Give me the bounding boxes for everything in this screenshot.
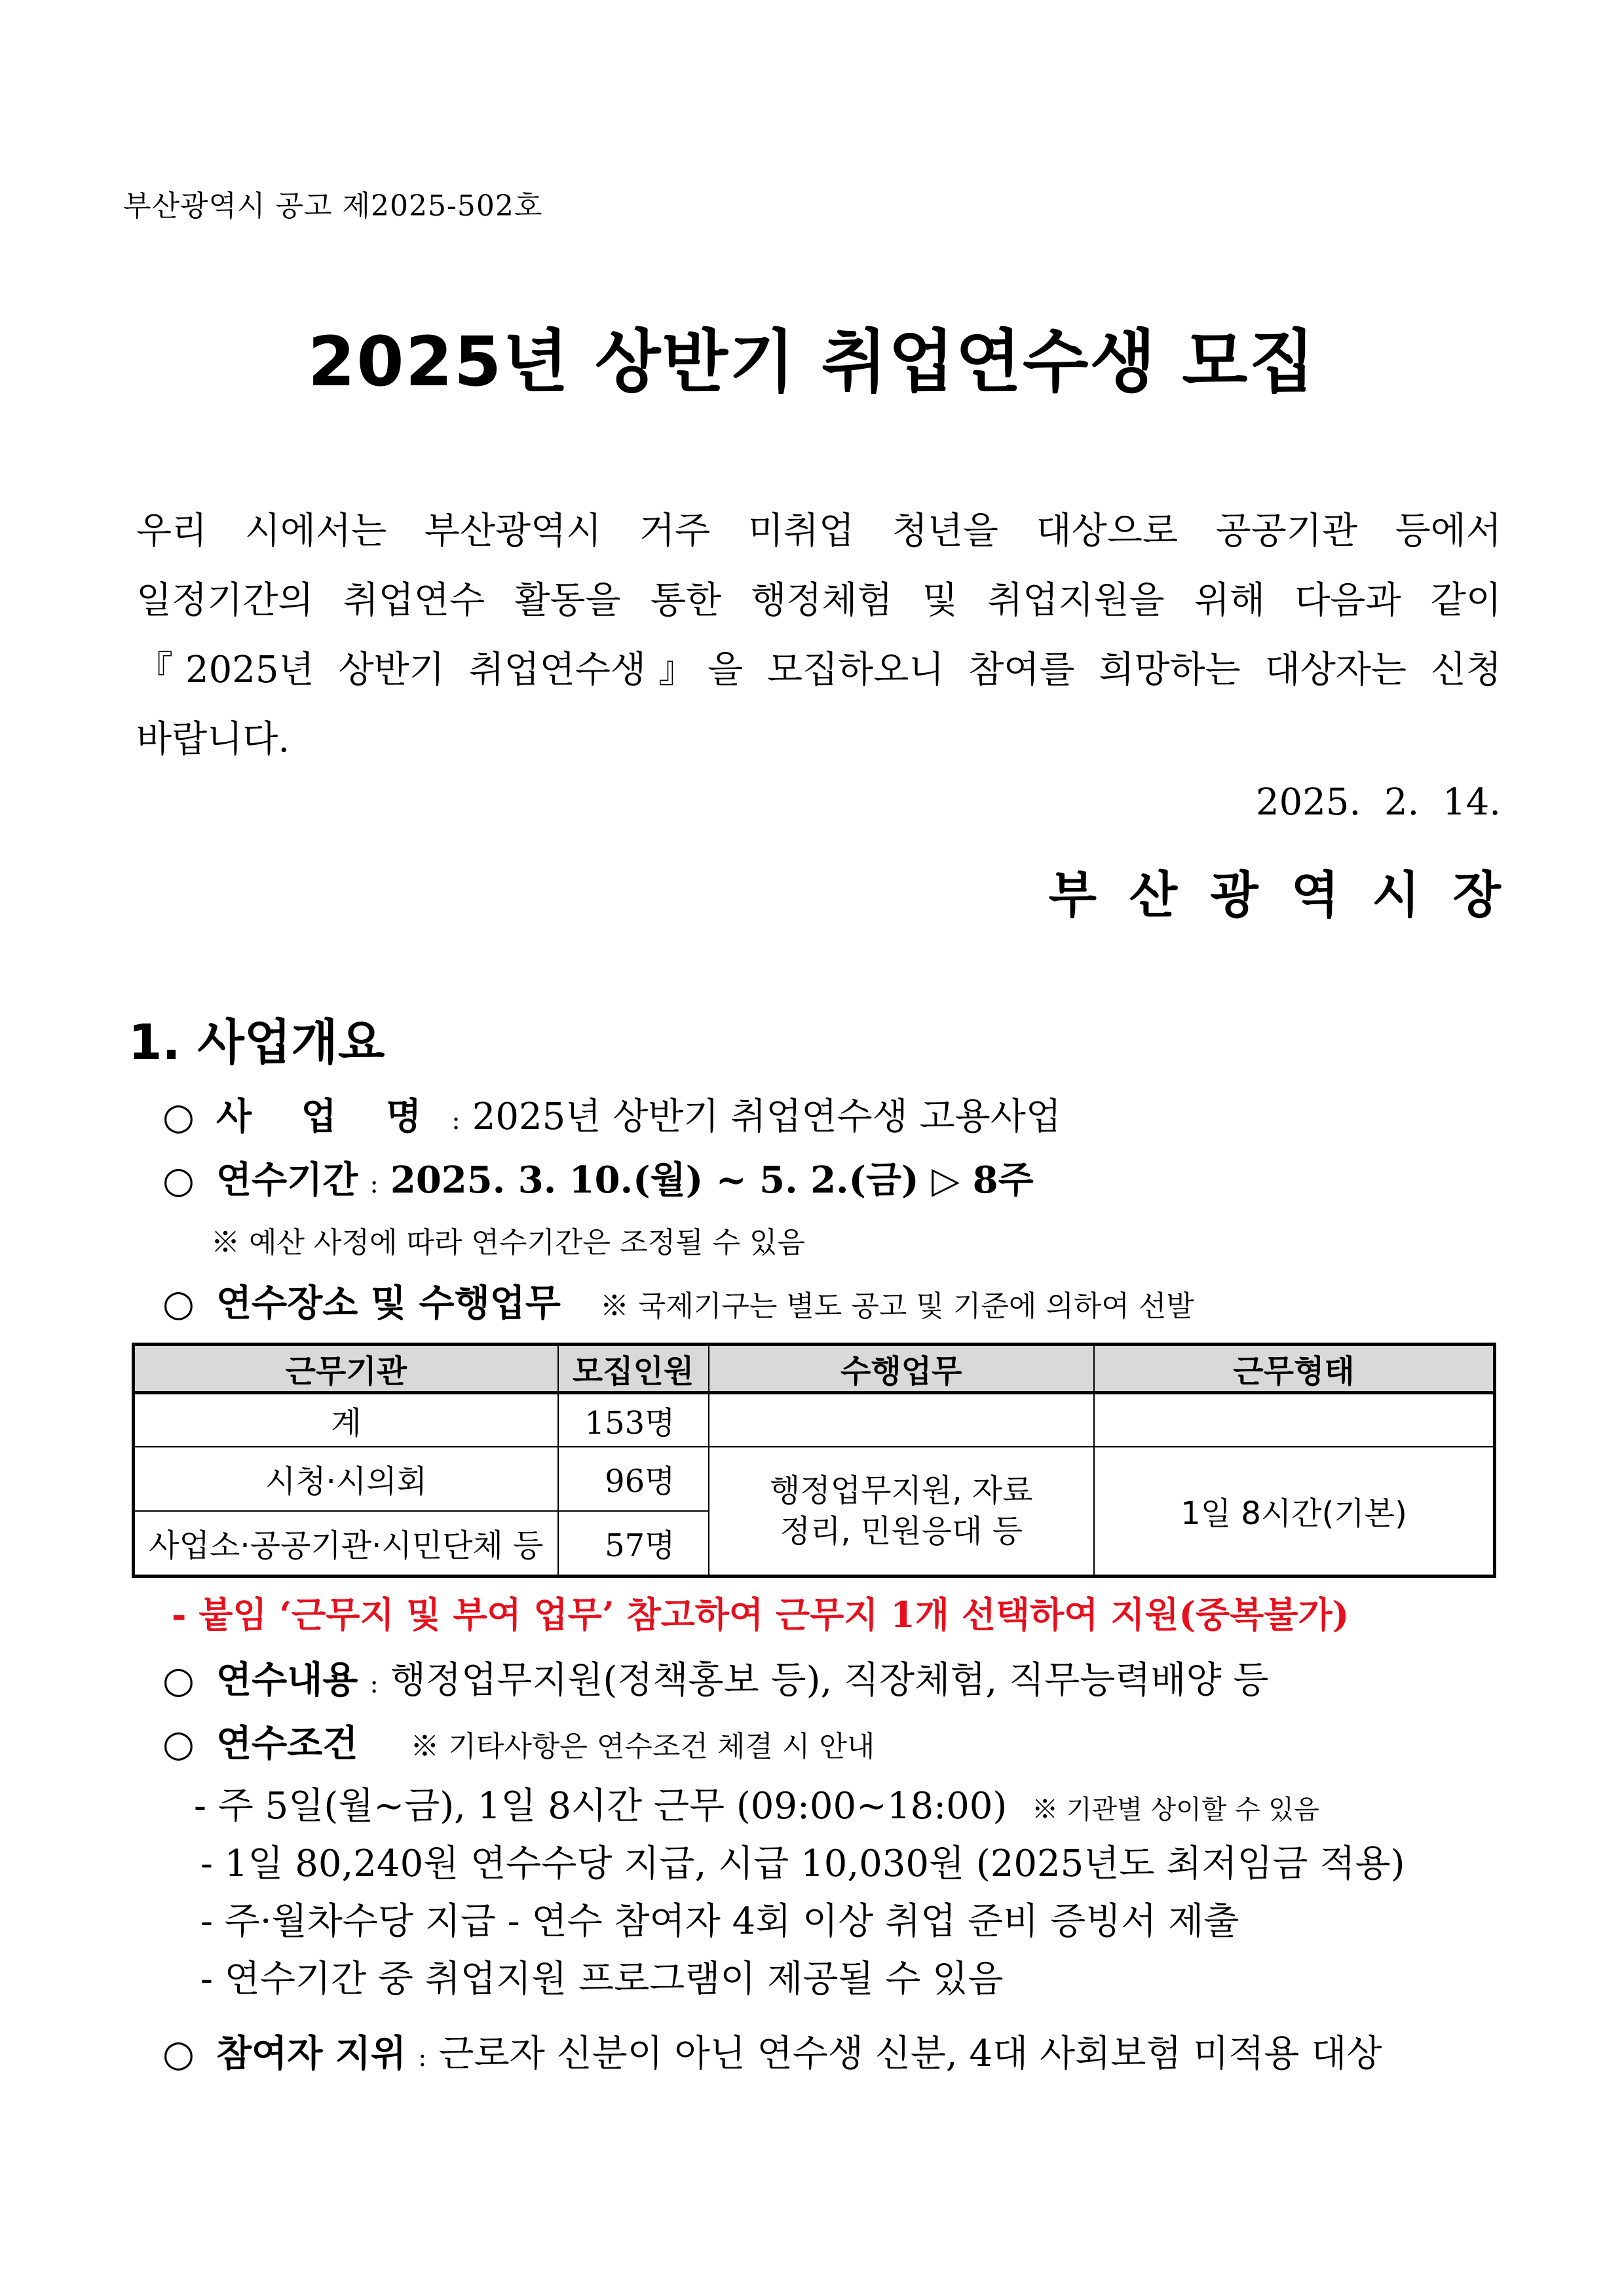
- item-label: 연수장소 및 수행업무: [216, 1282, 561, 1325]
- condition-line: [194, 1777, 1319, 1829]
- notice-date: 2025. 2. 14.: [1255, 781, 1501, 824]
- table-header: 근무형태: [1094, 1345, 1494, 1393]
- section-heading: 1. 사업개요: [128, 1014, 385, 1071]
- item-label: 참여자 지위: [216, 2033, 406, 2075]
- duty-line: 행정업무지원, 자료: [770, 1472, 1033, 1509]
- work-table: [132, 1343, 1496, 1578]
- table-cell-duty: [709, 1447, 1095, 1577]
- item-project-name: ○ 사 업 명 : 2025년 상반기 취업연수생 고용사업: [162, 1096, 1061, 1138]
- table-cell-count: 57명: [558, 1511, 709, 1577]
- bullet-circle: ○: [162, 2033, 195, 2075]
- bullet-circle: ○: [162, 1659, 195, 1702]
- condition-subnote: ※ 기관별 상이할 수 있음: [1032, 1795, 1319, 1825]
- notice-number: 부산광역시 공고 제2025-502호: [123, 189, 543, 223]
- bullet-circle: ○: [162, 1723, 195, 1765]
- item-label: 연수내용: [216, 1659, 358, 1702]
- item-label: 연수조건: [216, 1723, 358, 1765]
- table-row: [134, 1393, 1495, 1447]
- table-cell-count: 153명: [558, 1393, 709, 1447]
- condition-line: - 주·월차수당 지급 - 연수 참여자 4회 이상 취업 준비 증빙서 제출: [200, 1900, 1239, 1943]
- table-cell-org: 계: [134, 1393, 558, 1447]
- condition-line: - 연수기간 중 취업지원 프로그램이 제공될 수 있음: [200, 1958, 1004, 2000]
- place-note: ※ 국제기구는 별도 공고 및 기준에 의하여 선발: [599, 1290, 1194, 1323]
- item-value: 근로자 신분이 아닌 연수생 신분, 4대 사회보험 미적용 대상: [438, 2033, 1382, 2075]
- intro-line: 『2025년 상반기 취업연수생』을 모집하오니 참여를 희망하는 대상자는 신청: [136, 649, 1501, 691]
- table-cell-org: 시청·시의회: [134, 1447, 558, 1511]
- intro-paragraph: [136, 497, 1501, 775]
- item-label: 연수기간: [216, 1159, 358, 1202]
- signer: 부산광역시장: [1048, 866, 1534, 924]
- item-period: ○ 연수기간 : 2025. 3. 10.(월) ~ 5. 2.(금) ▷ 8주: [162, 1158, 1034, 1202]
- condition-text: - 주 5일(월~금), 1일 8시간 근무 (09:00~18:00): [194, 1785, 1008, 1827]
- document-title: 2025년 상반기 취업연수생 모집: [307, 322, 1317, 402]
- table-header: 근무기관: [134, 1345, 558, 1393]
- table-header: 수행업무: [709, 1345, 1095, 1393]
- duty-line: 정리, 민원응대 등: [780, 1512, 1023, 1550]
- item-content: ○ 연수내용 : 행정업무지원(정책홍보 등), 직장체험, 직무능력배양 등: [162, 1659, 1269, 1702]
- table-row: [134, 1447, 1495, 1511]
- table-header: 모집인원: [558, 1345, 709, 1393]
- item-label: 사 업 명: [216, 1096, 440, 1138]
- conditions-note: ※ 기타사항은 연수조건 체결 시 안내: [410, 1730, 875, 1763]
- bullet-circle: ○: [162, 1096, 195, 1138]
- item-value: 2025. 3. 10.(월) ~ 5. 2.(금) ▷ 8주: [390, 1158, 1034, 1202]
- intro-line: 일정기간의 취업연수 활동을 통한 행정체험 및 취업지원을 위해 다음과 같이: [136, 579, 1501, 622]
- item-value: 2025년 상반기 취업연수생 고용사업: [472, 1096, 1061, 1138]
- table-cell-empty: [709, 1393, 1095, 1447]
- intro-line: 우리 시에서는 부산광역시 거주 미취업 청년을 대상으로 공공기관 등에서: [136, 510, 1501, 552]
- bullet-circle: ○: [162, 1282, 195, 1325]
- item-status: ○ 참여자 지위 : 근로자 신분이 아닌 연수생 신분, 4대 사회보험 미적용 대상: [162, 2033, 1382, 2075]
- table-cell-empty: [1094, 1393, 1494, 1447]
- intro-line: 바랍니다.: [136, 718, 290, 761]
- item-value: 행정업무지원(정책홍보 등), 직장체험, 직무능력배양 등: [390, 1659, 1269, 1702]
- item-conditions: [162, 1715, 875, 1767]
- table-note: - 붙임 ‘근무지 및 부여 업무’ 참고하여 근무지 1개 선택하여 지원(중복불가): [172, 1594, 1350, 1636]
- period-note: ※ 예산 사정에 따라 연수기간은 조정될 수 있음: [211, 1226, 805, 1259]
- item-place: [162, 1274, 1194, 1327]
- bullet-circle: ○: [162, 1159, 195, 1202]
- condition-line: - 1일 80,240원 연수수당 지급, 시급 10,030원 (2025년도 최저임금 적용): [200, 1843, 1405, 1885]
- table-cell-org: 사업소·공공기관·시민단체 등: [134, 1511, 558, 1577]
- table-cell-work-type: 1일 8시간(기본): [1094, 1447, 1494, 1577]
- table-cell-count: 96명: [558, 1447, 709, 1511]
